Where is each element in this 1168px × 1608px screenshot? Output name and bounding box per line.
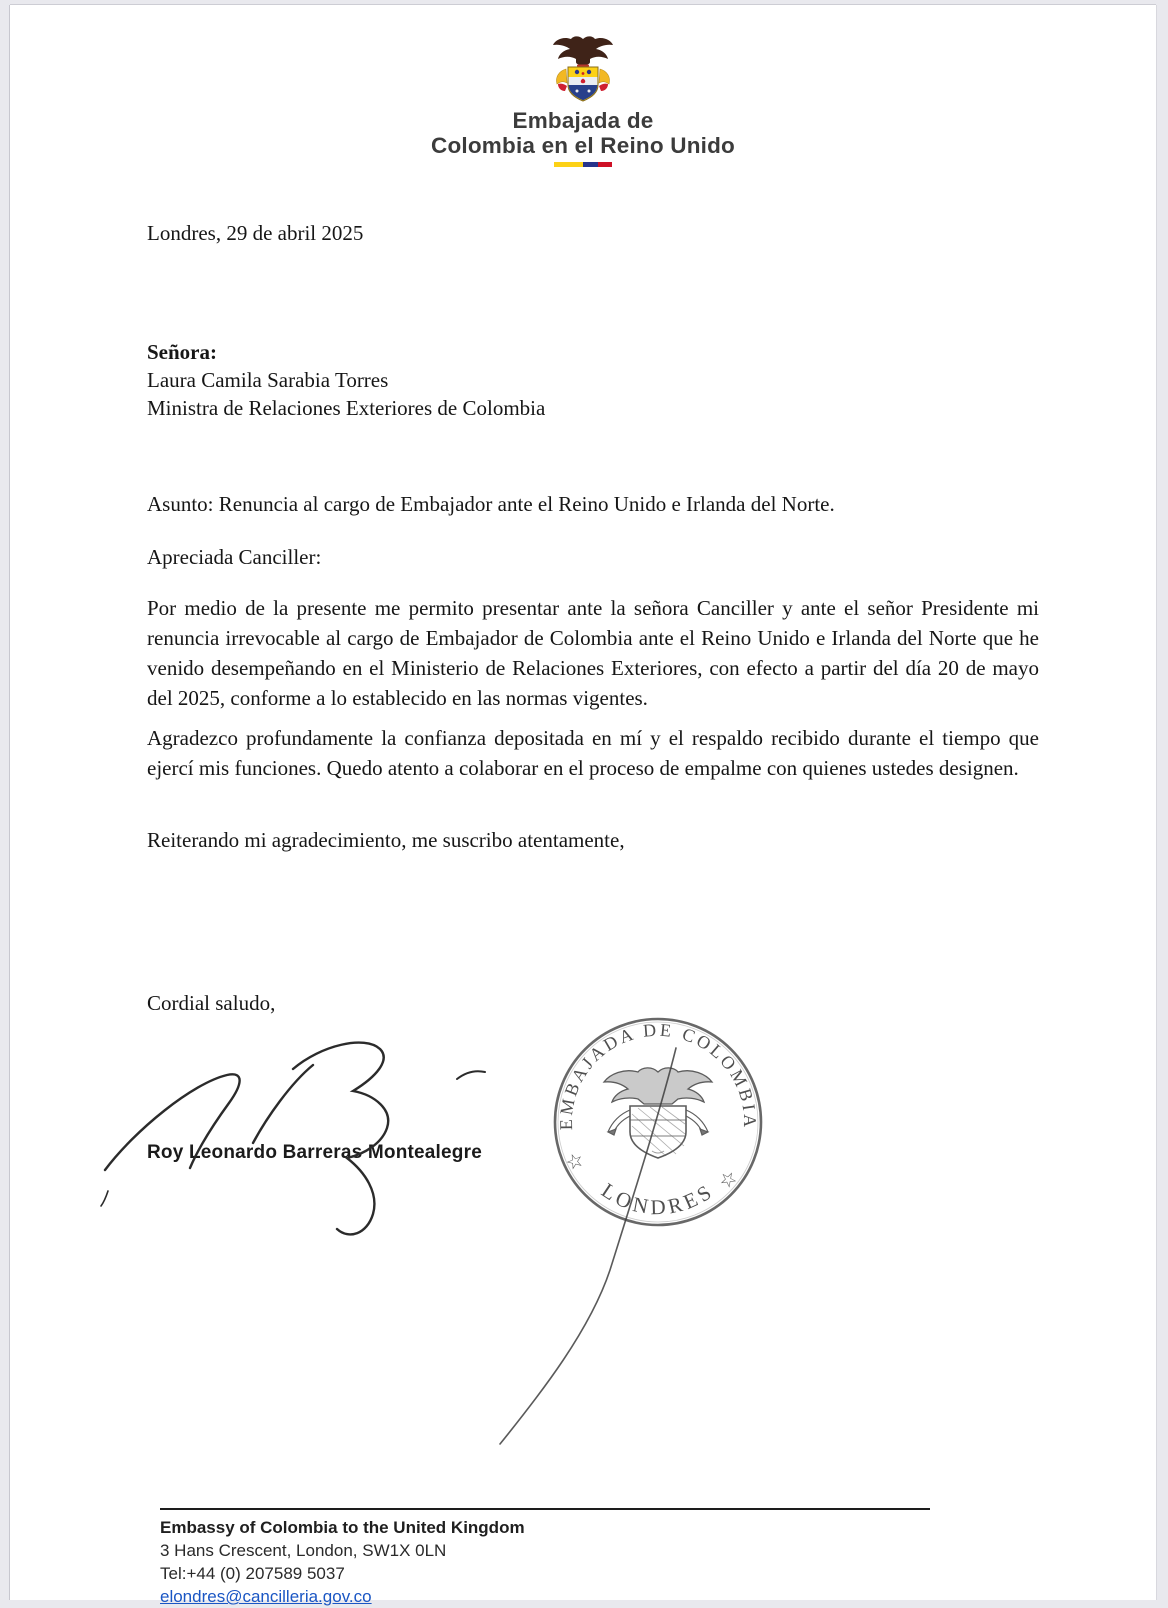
footer-address: 3 Hans Crescent, London, SW1X 0LN: [160, 1541, 447, 1560]
embassy-name-line2: Colombia en el Reino Unido: [431, 133, 735, 158]
flag-yellow-segment: [554, 162, 583, 167]
recipient-block: [147, 338, 1039, 422]
footer-block: [160, 1516, 525, 1608]
stamp-bottom-text: LONDRES: [597, 1178, 719, 1220]
body-paragraph-3: Reiterando mi agradecimiento, me suscribo atentamente,: [147, 828, 625, 852]
stamp-top-text: EMBAJADA DE COLOMBIA: [555, 1019, 761, 1131]
signer-name: Roy Leonardo Barreras Montealegre: [147, 1142, 482, 1163]
stamp-left-star-icon: ☆: [562, 1148, 588, 1176]
body-paragraph-1: Por medio de la presente me permito presentar ante la señora Canciller y ante el señor Presidente mi renuncia irrevocable al cargo de Embajador de Colombia ante el Reino Unido e Irlanda del Norte que he venido desempeñando en el Ministerio de Relaciones Exteriores, con efecto a partir del día 20 de mayo del 2025, conforme a lo establecido en las normas vigentes.: [147, 596, 1039, 710]
date-line: Londres, 29 de abril 2025: [147, 221, 364, 245]
recipient-name: Laura Camila Sarabia Torres: [147, 368, 389, 392]
pen-stroke-line: [480, 1040, 700, 1460]
stamp-right-star-icon: ☆: [714, 1166, 742, 1194]
handwritten-signature-scrawl: [95, 1025, 505, 1255]
footer-divider: [160, 1508, 930, 1510]
flag-blue-segment: [583, 162, 598, 167]
greeting-line: Apreciada Canciller:: [147, 545, 322, 569]
closing-line: Cordial saludo,: [147, 991, 276, 1015]
colombia-flag-bar: [10, 162, 1156, 167]
footer-org-name: Embassy of Colombia to the United Kingdom: [160, 1518, 525, 1537]
colombia-coat-of-arms-icon: [551, 35, 615, 107]
embassy-name: [10, 108, 1156, 158]
embassy-name-line1: Embajada de: [512, 108, 654, 133]
footer-phone: Tel:+44 (0) 207589 5037: [160, 1564, 345, 1583]
footer-email-link[interactable]: elondres@cancilleria.gov.co: [160, 1587, 372, 1606]
subject-line: Asunto: Renuncia al cargo de Embajador ante el Reino Unido e Irlanda del Norte.: [147, 492, 835, 516]
body-paragraph-2: Agradezco profundamente la confianza depositada en mí y el respaldo recibido durante el tiempo que ejercí mis funciones. Quedo atento a colaborar en el proceso de empalme con quienes ustedes designen.: [147, 726, 1039, 780]
recipient-salutation: Señora:: [147, 340, 217, 364]
flag-red-segment: [598, 162, 613, 167]
letter-document: [10, 5, 1156, 1606]
recipient-title: Ministra de Relaciones Exteriores de Colombia: [147, 396, 546, 420]
